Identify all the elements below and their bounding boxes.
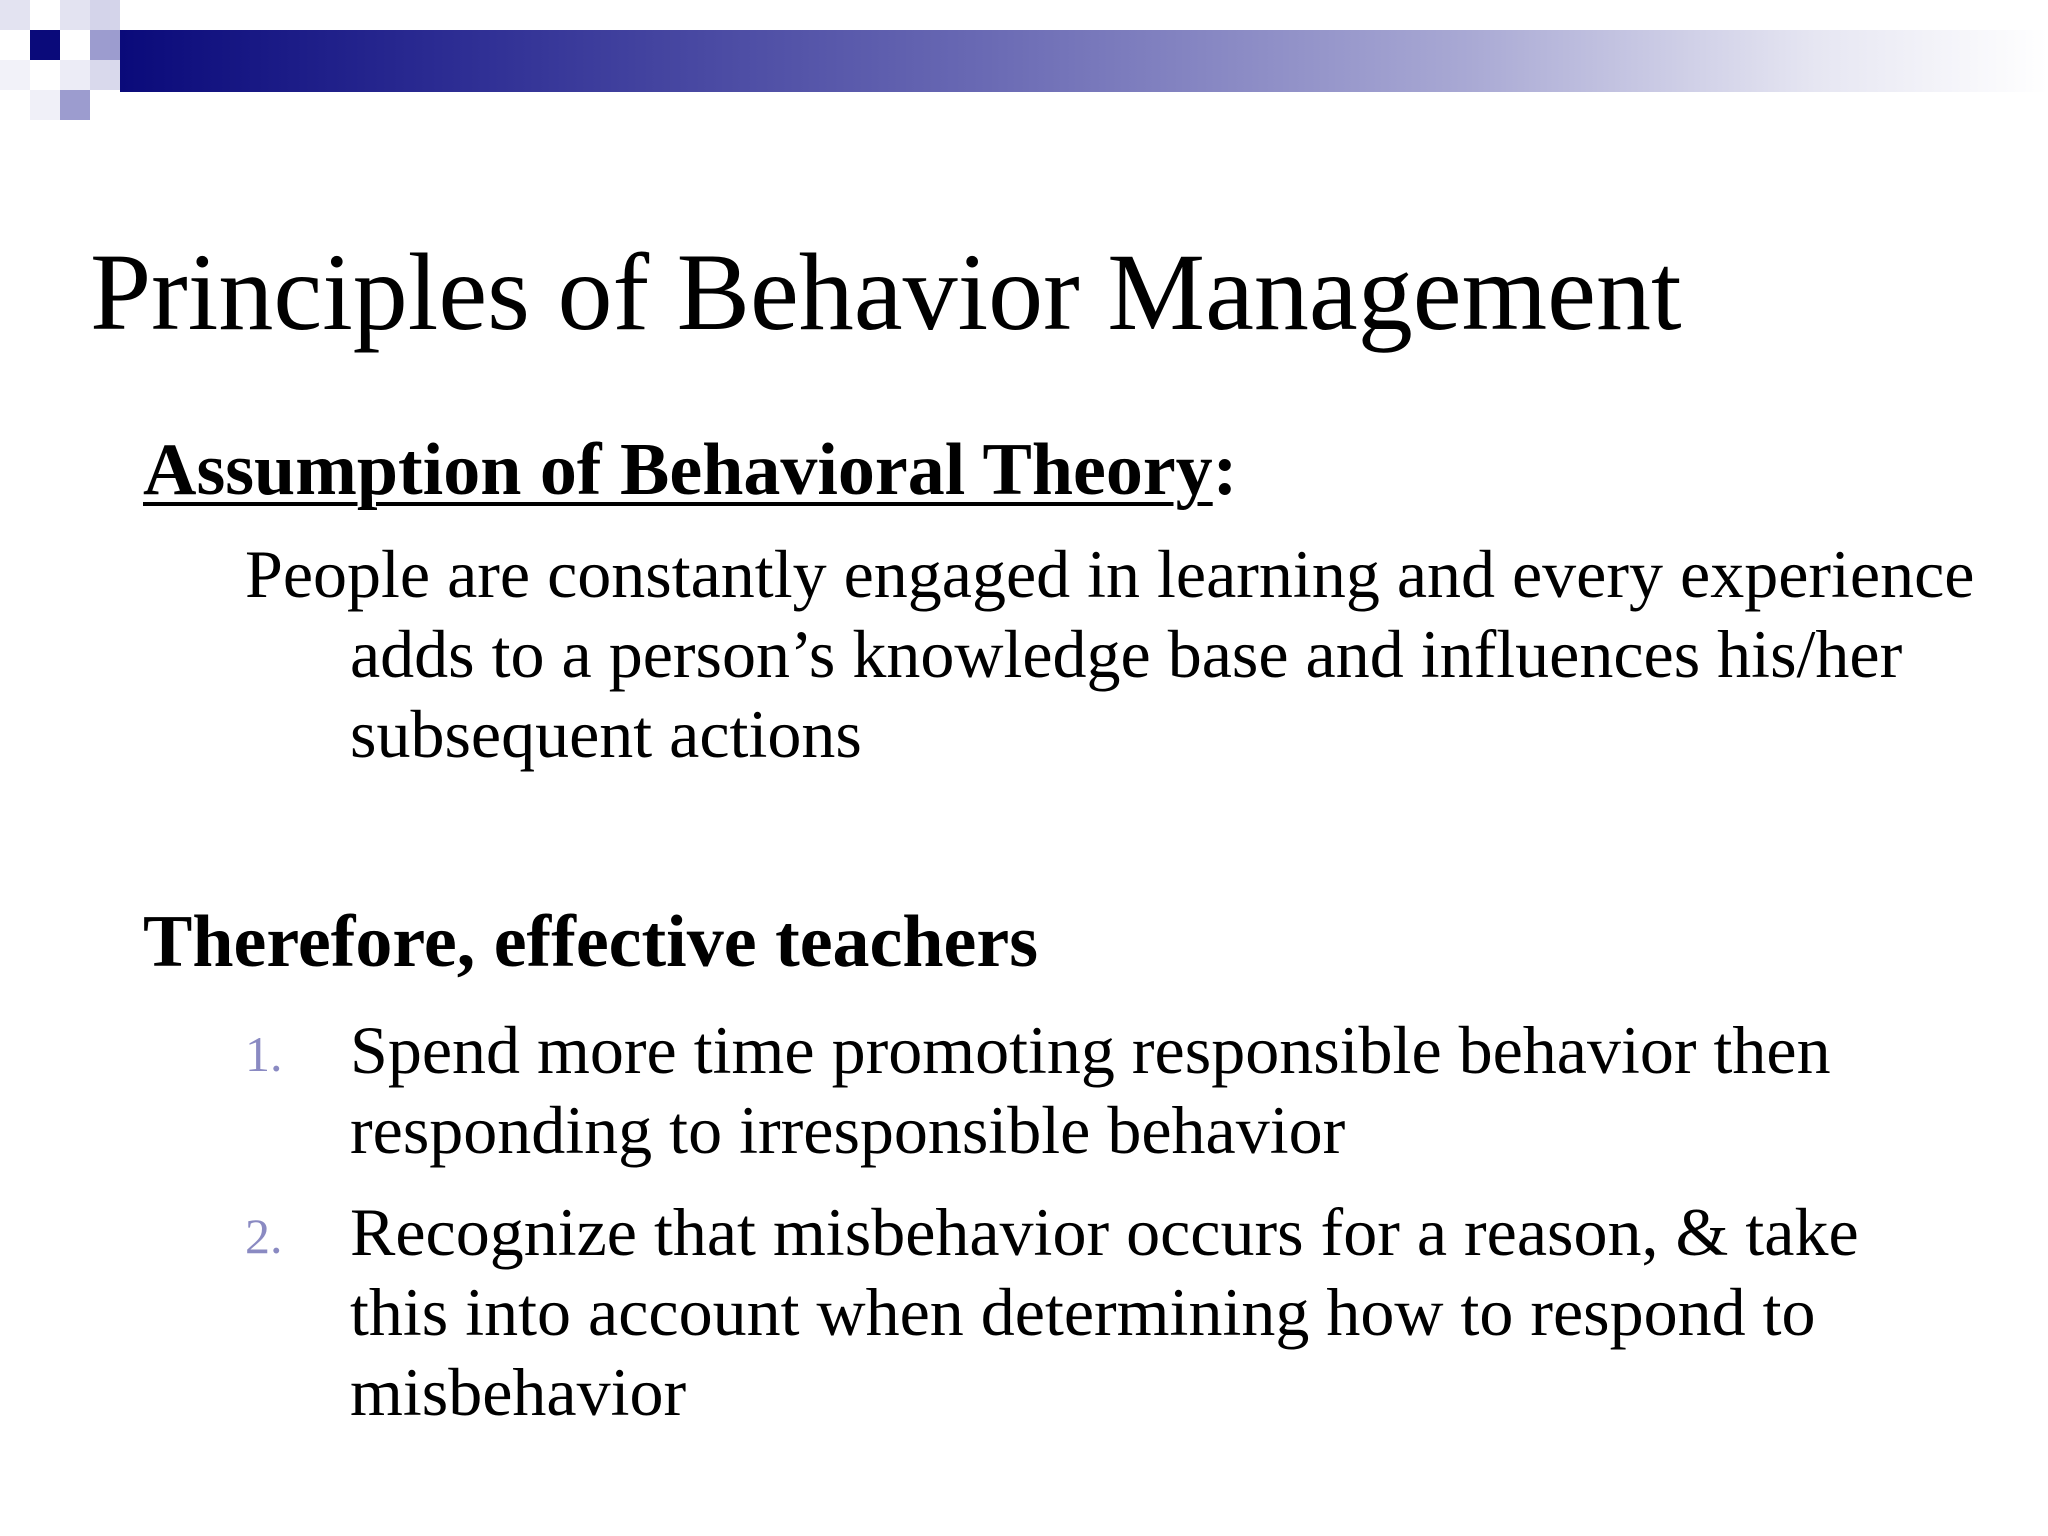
section-heading-assumption [143,430,1237,510]
list-item-text: Spend more time promoting responsible behavior then responding to irresponsible behavior [350,1012,1831,1168]
decor-square [0,60,30,90]
top-gradient-bar [120,30,2048,92]
decor-square [30,30,60,60]
decor-square [0,0,30,30]
section-heading-teachers: Therefore, effective teachers [143,901,1039,983]
list-item [245,1192,1905,1432]
list-item [245,1010,1905,1170]
heading-underlined-text: Assumption of Behavioral Theory [143,429,1213,511]
heading-colon: : [1212,429,1238,511]
decor-square [90,0,120,30]
slide-title: Principles of Behavior Management [90,231,1682,353]
decor-square [30,90,60,120]
assumption-paragraph: People are constantly engaged in learning and every experience adds to a person’s knowledge base and influences his/her subsequent actions [245,536,1975,772]
list-item-text: Recognize that misbehavior occurs for a reason, & take this into account when determining how to respond to misbehavior [350,1194,1859,1430]
decor-square [90,60,120,90]
list-number: 1. [245,1026,283,1082]
decor-square [60,0,90,30]
list-number: 2. [245,1208,283,1264]
decor-square [90,30,120,60]
teacher-principles-list [245,1010,1905,1454]
decor-square [60,60,90,90]
decor-square [60,90,90,120]
